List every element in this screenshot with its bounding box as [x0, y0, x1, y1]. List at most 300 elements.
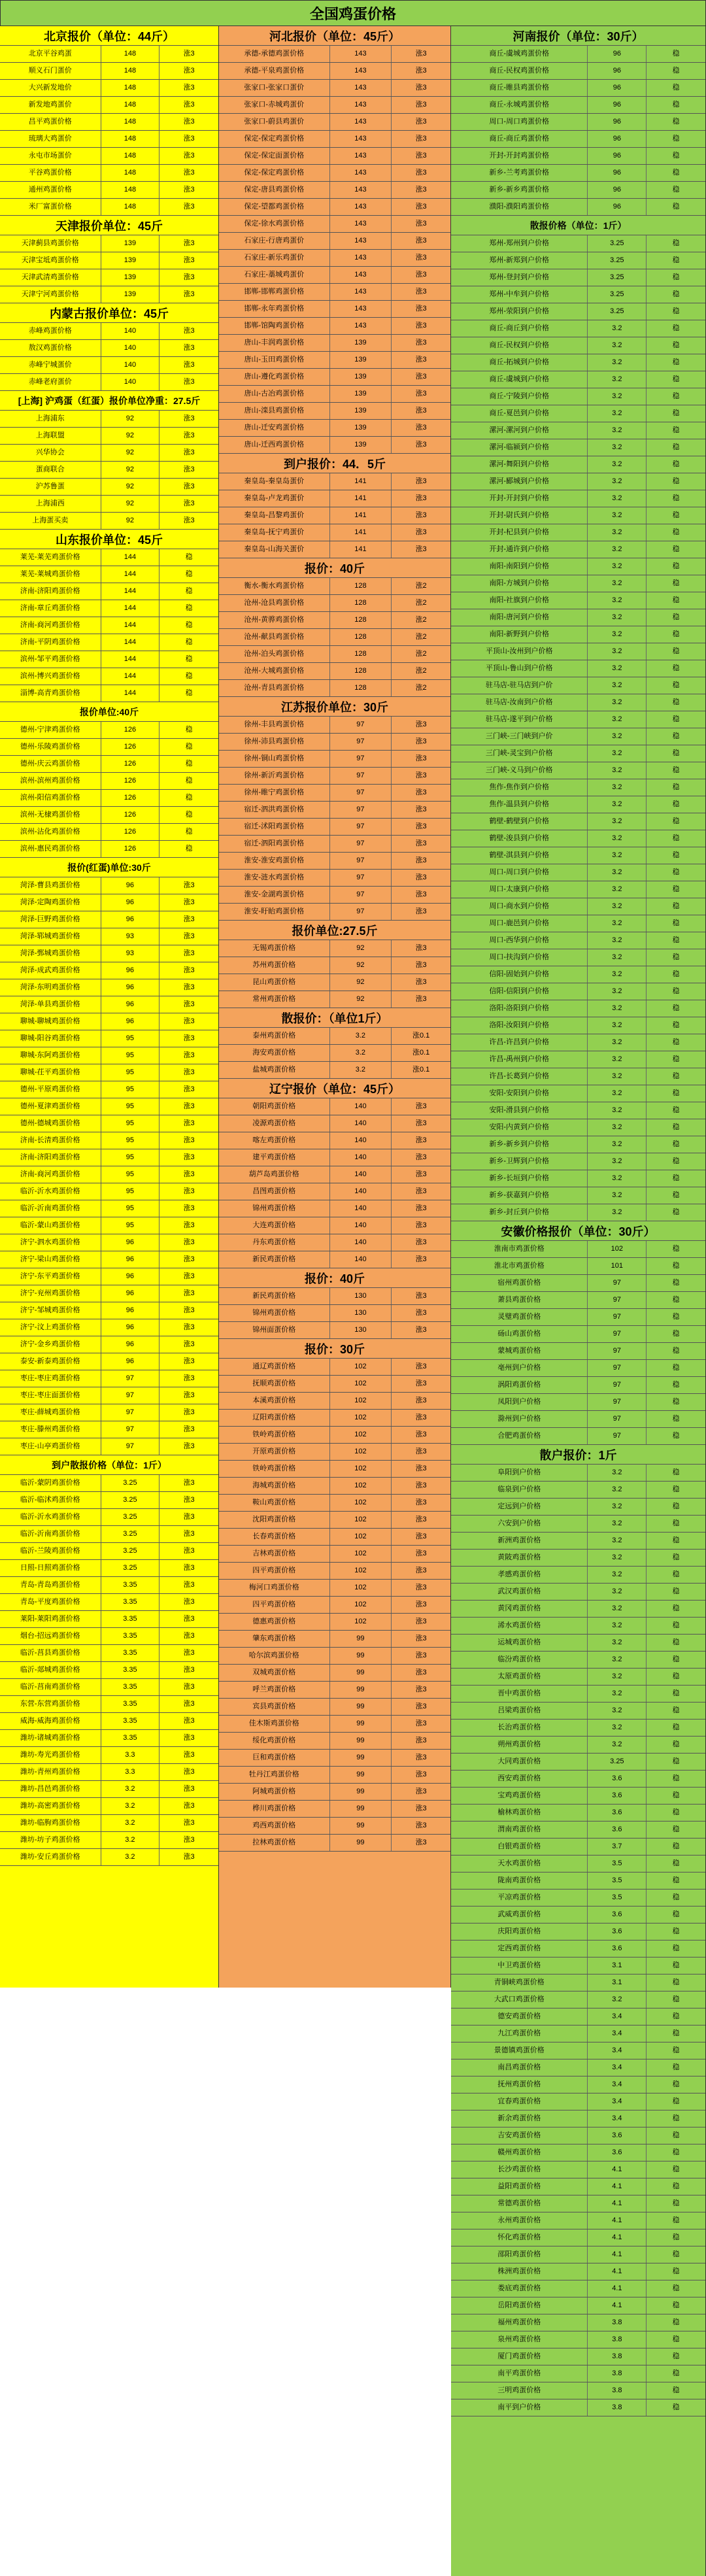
- price-change: 涨3: [183, 1289, 195, 1297]
- location-name: 临沂-兰陵鸡蛋价格: [0, 1543, 101, 1559]
- price-change: 涨3: [183, 344, 195, 352]
- price-value: 3.2: [588, 1204, 647, 1221]
- location-name: 绥化鸡蛋价格: [219, 1733, 330, 1749]
- price-change: 稳: [672, 545, 680, 553]
- price-change: 涨3: [183, 1734, 195, 1742]
- price-row: [451, 2008, 705, 2025]
- price-value: 102: [330, 1614, 392, 1630]
- price-row: [451, 2178, 705, 2195]
- price-value: 3.8: [588, 2382, 647, 2399]
- price-change: 稳: [185, 743, 193, 751]
- price-row: [219, 1028, 450, 1045]
- price-value: 97: [101, 1421, 160, 1438]
- location-name: 聊城-东阿鸡蛋价格: [0, 1047, 101, 1064]
- price-change: 稳: [672, 203, 680, 211]
- price-value: 92: [101, 479, 160, 495]
- price-change: 涨2: [415, 633, 427, 641]
- location-name: 沧州-泊头鸡蛋价格: [219, 646, 330, 662]
- price-row: [451, 1771, 705, 1788]
- price-change: 稳: [672, 1519, 680, 1527]
- price-change: 涨3: [415, 822, 427, 830]
- price-row: [219, 1835, 450, 1852]
- price-row: [0, 1577, 218, 1594]
- price-value: 92: [101, 496, 160, 512]
- location-name: 周口-周口到户价格: [451, 864, 588, 881]
- location-name: 常州鸡蛋价格: [219, 991, 330, 1008]
- price-value: 3.2: [588, 762, 647, 779]
- price-row: [219, 957, 450, 974]
- price-value: 3.8: [588, 2314, 647, 2331]
- price-change: 涨3: [183, 327, 195, 335]
- location-name: 商丘-永城鸡蛋价格: [451, 97, 588, 113]
- price-row: [0, 756, 218, 773]
- price-value: 92: [330, 991, 392, 1008]
- price-value: 130: [330, 1322, 392, 1338]
- price-row: [0, 1764, 218, 1781]
- price-change: 稳: [672, 2182, 680, 2190]
- price-row: [219, 629, 450, 646]
- price-row: [219, 403, 450, 420]
- price-row: [451, 1601, 705, 1618]
- price-change: 涨3: [183, 1051, 195, 1059]
- price-value: 102: [330, 1478, 392, 1494]
- price-row: [451, 1170, 705, 1187]
- location-name: 济宁-东平鸡蛋价格: [0, 1268, 101, 1285]
- price-value: 97: [330, 717, 392, 733]
- location-name: 大武口鸡蛋价格: [451, 1991, 588, 2008]
- location-name: 济南-平阴鸡蛋价格: [0, 634, 101, 651]
- location-name: 沧州-黄骅鸡蛋价格: [219, 612, 330, 628]
- price-row: [0, 252, 218, 269]
- section-header: 报价单位:27.5斤: [219, 921, 450, 940]
- price-row: [0, 651, 218, 668]
- price-change: 涨3: [415, 494, 427, 502]
- price-value: 143: [330, 250, 392, 266]
- price-row: [219, 301, 450, 318]
- location-name: 岳阳鸡蛋价格: [451, 2297, 588, 2314]
- price-row: [219, 437, 450, 454]
- location-name: 黄陂鸡蛋价格: [451, 1550, 588, 1566]
- price-value: 4.1: [588, 2161, 647, 2178]
- price-change: 稳: [672, 1961, 680, 1969]
- location-name: 驻马店-驻马店到户价: [451, 677, 588, 694]
- location-name: 长沙鸡蛋价格: [451, 2161, 588, 2178]
- price-change: 稳: [672, 1296, 680, 1304]
- price-change: 涨3: [183, 1785, 195, 1793]
- price-value: 96: [588, 199, 647, 215]
- price-row: [451, 46, 705, 63]
- location-name: 陇南鸡蛋价格: [451, 1873, 588, 1889]
- price-value: 95: [101, 1047, 160, 1064]
- price-value: 92: [330, 957, 392, 974]
- location-name: 娄底鸡蛋价格: [451, 2280, 588, 2297]
- location-name: 郑州-荥阳到户价格: [451, 303, 588, 320]
- price-change: 稳: [672, 630, 680, 638]
- price-value: 96: [588, 80, 647, 96]
- price-change: 涨3: [183, 898, 195, 906]
- price-value: 3.35: [101, 1645, 160, 1661]
- price-change: 涨3: [415, 441, 427, 449]
- section-header: 北京报价（单位：44斤）: [0, 26, 218, 46]
- location-name: 漯河-舞阳到户价格: [451, 456, 588, 473]
- price-row: [219, 1733, 450, 1750]
- price-change: 涨3: [415, 477, 427, 485]
- price-change: 涨3: [415, 322, 427, 330]
- price-row: [0, 1628, 218, 1645]
- location-name: 牡丹江鸡蛋价格: [219, 1767, 330, 1783]
- price-change: 稳: [672, 84, 680, 92]
- price-value: 95: [101, 1166, 160, 1183]
- price-change: 涨3: [183, 1340, 195, 1348]
- location-name: 济南-商河鸡蛋价格: [0, 1166, 101, 1183]
- price-change: 涨3: [183, 483, 195, 490]
- price-row: [451, 1907, 705, 1924]
- location-name: 德州-德城鸡蛋价格: [0, 1115, 101, 1132]
- price-change: 涨3: [415, 1482, 427, 1489]
- price-value: 102: [588, 1241, 647, 1257]
- price-change: 稳: [672, 647, 680, 655]
- price-change: 稳: [672, 2250, 680, 2258]
- price-change: 稳: [672, 392, 680, 400]
- price-row: [0, 1268, 218, 1285]
- price-value: 96: [101, 1234, 160, 1251]
- price-change: 稳: [672, 2012, 680, 2020]
- price-row: [219, 870, 450, 887]
- location-name: 滨州-惠民鸡蛋价格: [0, 841, 101, 857]
- location-name: 呼兰鸡蛋价格: [219, 1682, 330, 1698]
- price-change: 涨3: [415, 754, 427, 762]
- location-name: 葫芦岛鸡蛋价格: [219, 1166, 330, 1183]
- location-name: 赤峰老府蛋价: [0, 374, 101, 390]
- price-change: 涨3: [183, 1530, 195, 1538]
- price-value: 3.2: [588, 1119, 647, 1136]
- location-name: 黄冈鸡蛋价格: [451, 1601, 588, 1617]
- price-change: 涨3: [183, 1479, 195, 1487]
- location-name: 铁岭鸡蛋价格: [219, 1461, 330, 1477]
- price-row: [451, 2025, 705, 2042]
- price-row: [451, 1241, 705, 1258]
- price-change: 稳: [185, 604, 193, 612]
- location-name: 聊城-聊城鸡蛋价格: [0, 1013, 101, 1030]
- price-change: 稳: [185, 845, 193, 853]
- price-value: 3.2: [588, 830, 647, 847]
- price-value: 3.2: [588, 915, 647, 932]
- location-name: 常德鸡蛋价格: [451, 2195, 588, 2212]
- price-row: [451, 558, 705, 575]
- price-value: 3.4: [588, 2008, 647, 2025]
- location-name: 新民鸡蛋价格: [219, 1251, 330, 1268]
- price-value: 140: [330, 1251, 392, 1268]
- price-row: [219, 1305, 450, 1322]
- price-row: [219, 663, 450, 680]
- price-value: 143: [330, 148, 392, 164]
- price-row: [451, 1873, 705, 1890]
- price-change: 稳: [672, 902, 680, 910]
- price-change: 稳: [672, 2063, 680, 2071]
- location-name: 四平鸡蛋价格: [219, 1597, 330, 1613]
- price-value: 148: [101, 148, 160, 164]
- price-change: 稳: [672, 868, 680, 876]
- price-change: 稳: [672, 2131, 680, 2139]
- price-change: 涨3: [415, 373, 427, 381]
- price-row: [0, 411, 218, 428]
- location-name: 敖汉鸡蛋价格: [0, 340, 101, 356]
- location-name: 枣庄-枣庄面蛋价格: [0, 1387, 101, 1404]
- location-name: 开封-开封到户价格: [451, 490, 588, 507]
- price-value: 3.2: [588, 558, 647, 575]
- price-change: 稳: [672, 1381, 680, 1389]
- price-value: 3.6: [588, 1940, 647, 1957]
- price-value: 128: [330, 595, 392, 611]
- location-name: 青岛-平度鸡蛋价格: [0, 1594, 101, 1610]
- price-value: 96: [588, 97, 647, 113]
- column-north: [0, 26, 219, 1988]
- price-change: 稳: [672, 1570, 680, 1578]
- price-row: [219, 284, 450, 301]
- price-value: 143: [330, 165, 392, 181]
- price-change: 涨3: [415, 1567, 427, 1574]
- price-change: 涨3: [183, 1017, 195, 1025]
- location-name: 宿州鸡蛋价格: [451, 1275, 588, 1291]
- price-row: [219, 1132, 450, 1149]
- price-change: 涨3: [183, 1238, 195, 1246]
- section-header: 报价：40斤: [219, 1268, 450, 1288]
- price-change: 稳: [672, 1910, 680, 1918]
- price-row: [0, 165, 218, 182]
- price-change: 涨3: [415, 890, 427, 898]
- price-row: [219, 369, 450, 386]
- price-row: [451, 1584, 705, 1601]
- location-name: 临沂-沂南鸡蛋价格: [0, 1200, 101, 1217]
- location-name: 无锡鸡蛋价格: [219, 940, 330, 957]
- price-row: [219, 887, 450, 904]
- location-name: 济宁-兖州鸡蛋价格: [0, 1285, 101, 1302]
- location-name: 莱芜-莱城鸡蛋价格: [0, 566, 101, 583]
- price-change: 稳: [672, 2080, 680, 2088]
- location-name: 漯河-临颍到户价格: [451, 439, 588, 456]
- price-value: 96: [588, 63, 647, 79]
- price-value: 3.2: [330, 1045, 392, 1061]
- price-row: [219, 490, 450, 507]
- section-header: 辽宁报价（单位：45斤）: [219, 1079, 450, 1098]
- price-row: [451, 1737, 705, 1754]
- location-name: 阜阳到户价格: [451, 1465, 588, 1481]
- location-name: 新乡-获嘉到户价格: [451, 1187, 588, 1204]
- price-change: 稳: [672, 1893, 680, 1901]
- price-value: 102: [330, 1580, 392, 1596]
- price-value: 3.2: [588, 507, 647, 524]
- location-name: 佳木斯鸡蛋价格: [219, 1716, 330, 1732]
- price-change: 稳: [672, 460, 680, 468]
- price-change: 涨3: [183, 1819, 195, 1827]
- price-value: 96: [101, 962, 160, 979]
- price-row: [219, 1376, 450, 1393]
- location-name: 大连鸡蛋价格: [219, 1217, 330, 1234]
- location-name: 徐州-沛县鸡蛋价格: [219, 734, 330, 750]
- price-row: [451, 2280, 705, 2297]
- price-value: 144: [101, 685, 160, 702]
- price-value: 97: [588, 1394, 647, 1410]
- price-value: 96: [101, 979, 160, 996]
- price-value: 3.5: [588, 1873, 647, 1889]
- price-value: 3.1: [588, 1974, 647, 1991]
- price-change: 涨3: [183, 517, 195, 524]
- price-change: 稳: [672, 2029, 680, 2037]
- price-row: [0, 1509, 218, 1526]
- price-row: [451, 1275, 705, 1292]
- price-change: 涨3: [183, 1700, 195, 1708]
- price-change: 稳: [672, 783, 680, 791]
- section-header: 报价(红蛋)单位:30斤: [0, 858, 218, 877]
- price-change: 涨3: [415, 1720, 427, 1727]
- price-change: 涨3: [415, 1737, 427, 1744]
- price-value: 148: [101, 165, 160, 181]
- location-name: 商丘-虞城鸡蛋价格: [451, 46, 588, 62]
- price-change: 稳: [672, 375, 680, 383]
- price-value: 3.25: [101, 1492, 160, 1508]
- location-name: 菏泽-成武鸡蛋价格: [0, 962, 101, 979]
- price-row: [0, 841, 218, 858]
- price-value: 3.2: [588, 1584, 647, 1600]
- price-change: 稳: [672, 1432, 680, 1440]
- location-name: 周口-西华到户价格: [451, 932, 588, 949]
- location-name: 潍坊-青州鸡蛋价格: [0, 1764, 101, 1780]
- price-row: [0, 979, 218, 996]
- price-value: 3.2: [588, 388, 647, 405]
- price-change: 涨3: [183, 1751, 195, 1759]
- price-change: 涨3: [183, 1513, 195, 1521]
- price-row: [451, 63, 705, 80]
- price-value: 102: [330, 1563, 392, 1579]
- price-change: 涨3: [183, 1102, 195, 1110]
- price-change: 涨3: [183, 1768, 195, 1776]
- price-value: 97: [588, 1428, 647, 1444]
- location-name: 昆山鸡蛋价格: [219, 974, 330, 991]
- price-row: [451, 1567, 705, 1584]
- price-value: 139: [330, 420, 392, 436]
- price-row: [219, 974, 450, 991]
- price-value: 102: [330, 1359, 392, 1375]
- price-row: [451, 2331, 705, 2348]
- price-change: 涨3: [183, 1649, 195, 1657]
- price-change: 涨2: [415, 582, 427, 590]
- location-name: 益阳鸡蛋价格: [451, 2178, 588, 2195]
- location-name: 安阳-安阳到户价格: [451, 1085, 588, 1102]
- price-change: 涨3: [415, 1805, 427, 1812]
- price-change: 稳: [185, 672, 193, 680]
- price-change: 涨3: [415, 101, 427, 109]
- price-value: 143: [330, 46, 392, 62]
- price-row: [451, 1957, 705, 1974]
- price-value: 96: [101, 996, 160, 1013]
- price-row: [451, 182, 705, 199]
- price-row: [219, 1767, 450, 1784]
- location-name: 保定-望都鸡蛋价格: [219, 199, 330, 215]
- price-change: 涨3: [415, 528, 427, 536]
- price-value: 96: [101, 1353, 160, 1370]
- price-value: 99: [330, 1784, 392, 1800]
- location-name: 北京平谷鸡蛋: [0, 46, 101, 62]
- location-name: 沪苏鲁蛋: [0, 479, 101, 495]
- location-name: 张家口-赤城鸡蛋价: [219, 97, 330, 113]
- price-row: [219, 717, 450, 734]
- price-change: 涨2: [415, 599, 427, 607]
- price-value: 126: [101, 722, 160, 738]
- price-row: [219, 1784, 450, 1801]
- price-row: [0, 549, 218, 566]
- price-change: 稳: [672, 2046, 680, 2054]
- price-change: 稳: [672, 1398, 680, 1406]
- price-value: 96: [101, 1285, 160, 1302]
- price-value: 3.8: [588, 2399, 647, 2416]
- price-change: 稳: [672, 307, 680, 315]
- price-row: [0, 1645, 218, 1662]
- location-name: 南阳-方城到户价格: [451, 575, 588, 592]
- price-value: 3.2: [588, 711, 647, 728]
- price-row: [451, 252, 705, 269]
- location-name: 开封-通许到户价格: [451, 541, 588, 558]
- price-value: 3.2: [588, 796, 647, 813]
- price-row: [451, 2161, 705, 2178]
- price-change: 涨3: [183, 932, 195, 940]
- price-change: 稳: [185, 794, 193, 802]
- price-change: 涨3: [183, 966, 195, 974]
- price-row: [219, 1580, 450, 1597]
- price-value: 141: [330, 507, 392, 524]
- price-row: [451, 422, 705, 439]
- price-value: 3.2: [588, 728, 647, 745]
- location-name: 驻马店-汝南到户价格: [451, 694, 588, 711]
- location-name: 菏泽-鄄城鸡蛋价格: [0, 945, 101, 962]
- location-name: 吕梁鸡蛋价格: [451, 1703, 588, 1719]
- location-name: 张家口-张家口蛋价: [219, 80, 330, 96]
- price-value: 3.25: [101, 1560, 160, 1576]
- location-name: 菏泽-曹县鸡蛋价格: [0, 877, 101, 894]
- price-value: 3.2: [588, 439, 647, 456]
- price-row: [451, 949, 705, 966]
- price-change: 涨3: [415, 1431, 427, 1438]
- price-value: 97: [101, 1387, 160, 1404]
- price-row: [451, 2110, 705, 2127]
- location-name: 商丘-睢县鸡蛋价格: [451, 80, 588, 96]
- price-value: 96: [588, 148, 647, 164]
- location-name: 三明鸡蛋价格: [451, 2382, 588, 2399]
- price-change: 涨3: [415, 1309, 427, 1317]
- section-header: 安徽价格报价（单位：30斤）: [451, 1221, 705, 1241]
- price-row: [219, 233, 450, 250]
- price-value: 96: [101, 911, 160, 928]
- location-name: 临汾鸡蛋价格: [451, 1652, 588, 1668]
- location-name: 德州-庆云鸡蛋价格: [0, 756, 101, 772]
- price-change: 涨3: [415, 944, 427, 952]
- price-row: [0, 945, 218, 962]
- price-change: 稳: [672, 2114, 680, 2122]
- price-change: 涨3: [415, 288, 427, 296]
- price-row: [0, 634, 218, 651]
- price-row: [0, 1713, 218, 1730]
- price-value: 143: [330, 114, 392, 130]
- price-value: 3.2: [588, 898, 647, 915]
- price-value: 95: [101, 1149, 160, 1166]
- price-row: [451, 1720, 705, 1737]
- location-name: 济宁-金乡鸡蛋价格: [0, 1336, 101, 1353]
- location-name: 南阳-社旗到户价格: [451, 592, 588, 609]
- location-name: 锦州鸡蛋价格: [219, 1305, 330, 1321]
- price-row: [0, 911, 218, 928]
- price-value: 97: [330, 853, 392, 869]
- location-name: 开封-尉氏到户价格: [451, 507, 588, 524]
- price-row: [451, 2382, 705, 2399]
